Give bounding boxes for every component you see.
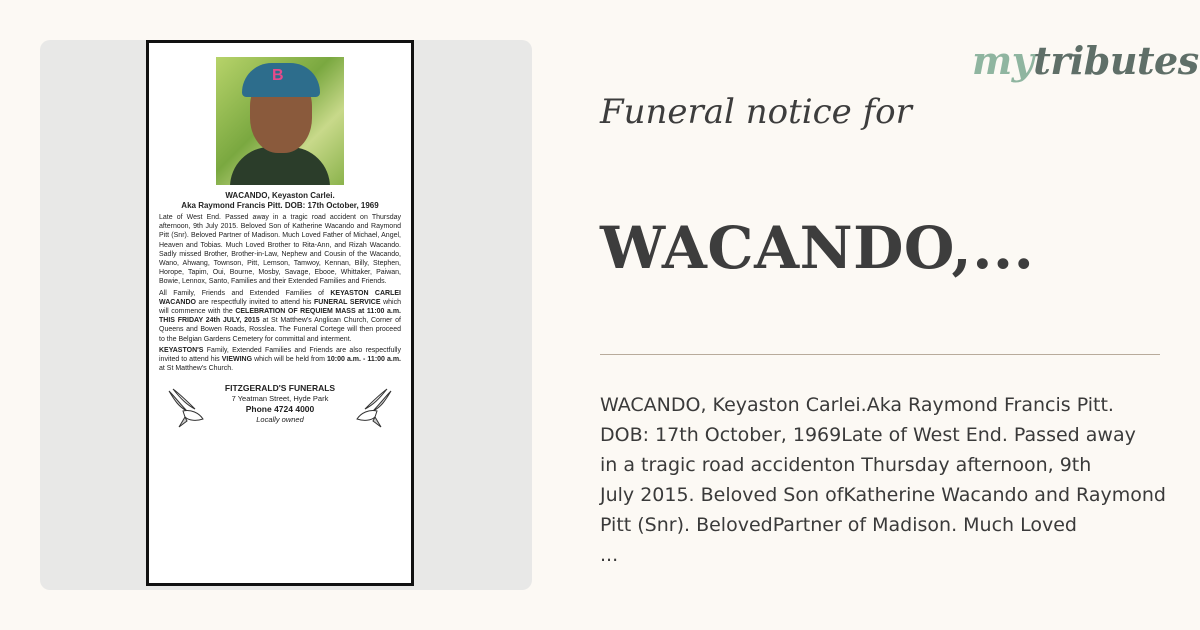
funeral-director-tagline: Locally owned (256, 415, 304, 425)
notice-paragraph-2: All Family, Friends and Extended Families of KEYASTON CARLEI WACANDO are respectfully invited to attend his FUNERAL SERVICE which will commence with the CELEBRATION OF REQUIEM MASS at 11:00 a.m. THIS FRIDAY 24th JULY, 2015 at St Matthew's Anglican Church, Corner of Queens and Bowen Roads, Rosslea. The Funeral Cortege will then proceed to the Belgian Gardens Cemetery for committal and interment. (159, 289, 401, 343)
deceased-name: WACANDO,... (600, 214, 1035, 282)
deceased-photo (216, 57, 344, 185)
funeral-director-name: FITZGERALD'S FUNERALS (224, 383, 336, 394)
dove-icon (349, 387, 395, 431)
funeral-notice-image (146, 40, 414, 586)
notice-paragraph-3: KEYASTON'S Family, Extended Families and Friends are also respectfully invited to attend his VIEWING which will be held from 10:00 a.m. - 11:00 a.m. at St Matthew's Church. (159, 346, 401, 373)
notice-excerpt: WACANDO, Keyaston Carlei.Aka Raymond Francis Pitt. DOB: 17th October, 1969Late of West End. Passed away in a tragic road accidenton Thursday afternoon, 9th July 2015. Beloved Son ofKatherine Wacando and Raymond Pitt (Snr). BelovedPartner of Madison. Much Loved ... (600, 394, 1166, 566)
divider (600, 354, 1160, 355)
notice-aka: Aka Raymond Francis Pitt. DOB: 17th October, 1969 (181, 201, 379, 210)
notice-paragraph-1: Late of West End. Passed away in a tragic road accident on Thursday afternoon, 9th July 2015. Beloved Son of Katherine Wacando and Raymond Pitt (Snr). Beloved Partner of Madison. Much Loved Father of Michael, Angel, Heaven and Tobias. Much Loved Brother to Rita-Ann, and Rizah Wacando. Sadly missed Brother, Brother-in-Law, Nephew and Cousin of the Wacando, Wano, Ahwang, Townson, Pitt, Lemson, Tamwoy, Kennan, Billy, Stephen, Horope, Tapim, Oui, Bourne, Mosby, Savage, Ebooe, Whittaker, Paiwan, Bowie, Lennox, Santo, Families and their Extended Families and Friends. (159, 214, 401, 286)
page-heading: Funeral notice for (600, 92, 912, 132)
funeral-director-block (159, 383, 401, 443)
funeral-director-address: 7 Yeatman Street, Hyde Park (231, 394, 329, 404)
funeral-director-phone: Phone 4724 4000 (245, 404, 315, 415)
mytributes-logo[interactable]: mytributes (972, 38, 1199, 83)
dove-icon (165, 387, 211, 431)
notice-name: WACANDO, Keyaston Carlei. (225, 191, 335, 200)
cap-logo: B (272, 67, 284, 84)
